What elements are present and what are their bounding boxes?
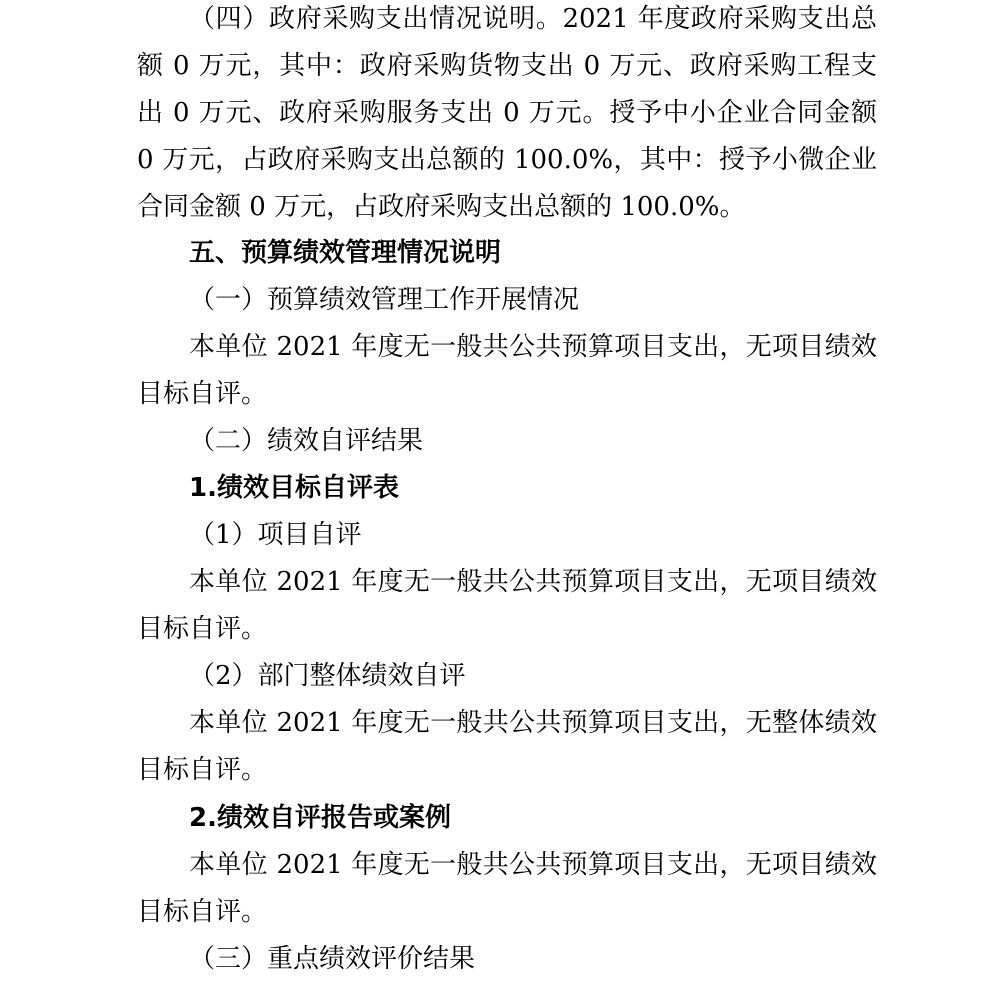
subsection-1-paragraph: 本单位 2021 年度无一般共公共预算项目支出，无项目绩效目标自评。 (137, 332, 877, 409)
subsection-1-heading: （一）预算绩效管理工作开展情况 (189, 285, 580, 315)
subsection-3-heading: （三）重点绩效评价结果 (189, 944, 476, 974)
item-1-1-heading: （1）项目自评 (189, 520, 362, 550)
item-2-paragraph: 本单位 2021 年度无一般共公共预算项目支出，无项目绩效目标自评。 (137, 850, 877, 927)
item-1-1-paragraph: 本单位 2021 年度无一般共公共预算项目支出，无项目绩效目标自评。 (137, 567, 877, 644)
item-1-heading: 1.绩效目标自评表 (189, 473, 399, 503)
item-1-2-paragraph: 本单位 2021 年度无一般共公共预算项目支出，无整体绩效目标自评。 (137, 708, 877, 785)
item-2-heading: 2.绩效自评报告或案例 (189, 803, 451, 833)
section-5-heading: 五、预算绩效管理情况说明 (189, 238, 502, 268)
subsection-2-heading: （二）绩效自评结果 (189, 426, 424, 456)
procurement-paragraph: （四）政府采购支出情况说明。2021 年度政府采购支出总额 0 万元，其中：政府采购货物支出 0 万元、政府采购工程支出 0 万元、政府采购服务支出 0 万元。授予中小企业合同金额 0 万元，占政府采购支出总额的 100.0%，其中：授予小微企业合同金额 0 万元，占政府采购支出总额的 100.0%。 (137, 4, 877, 222)
item-1-2-heading: （2）部门整体绩效自评 (189, 661, 466, 691)
